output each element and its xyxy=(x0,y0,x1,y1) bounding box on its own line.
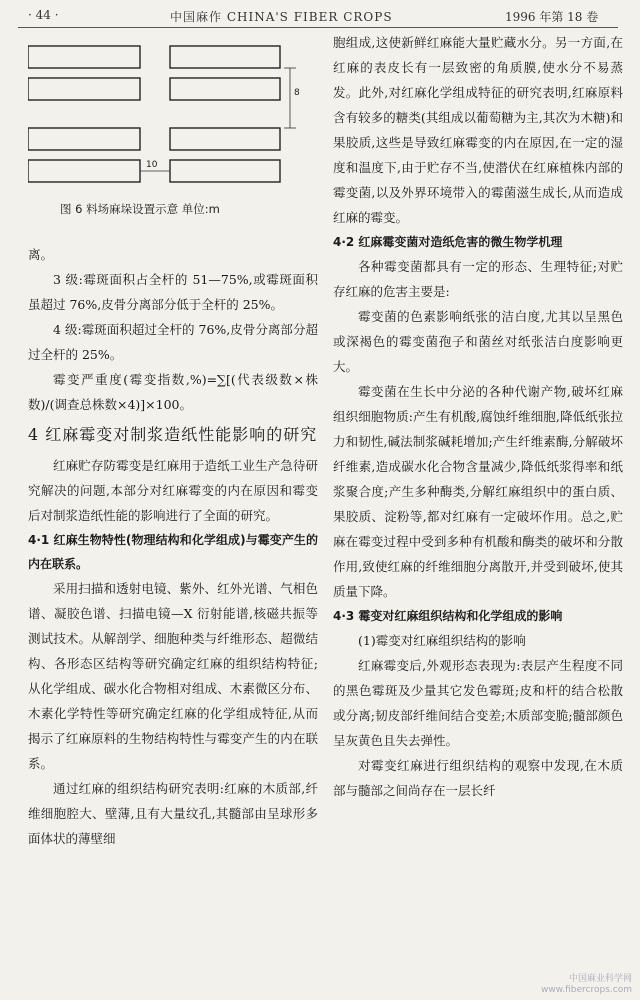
left-column xyxy=(28,30,318,851)
figure-caption: 图 6 料场麻垛设置示意 单位:m xyxy=(60,202,220,216)
subsection-4-1-title: 4·1 红麻生物特性(物理结构和化学组成)与霉变产生的内在联系。 xyxy=(28,533,318,571)
journal-title: 中国麻作 CHINA'S FIBER CROPS xyxy=(170,10,393,24)
right-paragraph-1: 各种霉变菌都具有一定的形态、生理特征;对贮存红麻的危害主要是: xyxy=(333,259,623,299)
journal-volume: 1996 年第 18 卷 xyxy=(505,10,599,24)
spacing-label-10: 10 xyxy=(146,160,158,170)
page-number: · 44 · xyxy=(28,8,59,22)
right-paragraph-2: 霉变菌的色素影响纸张的洁白度,尤其以呈黑色或深褐色的霉变菌孢子和菌丝对纸张洁白度影响更大。 xyxy=(333,309,623,374)
section-4-intro: 红麻贮存防霉变是红麻用于造纸工业生产急待研究解决的问题,本部分对红麻霉变的内在原因和霉变后对制浆造纸性能的影响进行了全面的研究。 xyxy=(28,458,318,523)
section-4-title: 4 红麻霉变对制浆造纸性能影响的研究 xyxy=(28,425,318,444)
site-watermark xyxy=(541,974,632,996)
page-header xyxy=(0,0,640,26)
watermark-line-2: www.fibercrops.com xyxy=(541,985,632,995)
right-column xyxy=(333,30,623,803)
subsection-4-2-title: 4·2 红麻霉变菌对造纸危害的微生物学机理 xyxy=(333,235,563,249)
right-paragraph-4: (1)霉变对红麻组织结构的影响 xyxy=(358,633,526,648)
watermark-line-1: 中国麻业科学网 xyxy=(568,974,632,984)
header-rule xyxy=(18,27,618,28)
subsection-4-3-title: 4·3 霉变对红麻组织结构和化学组成的影响 xyxy=(333,609,563,623)
severity-formula: 霉变严重度(霉变指数,%)=∑[(代表级数×株数)/(调查总株数×4)]×100。 xyxy=(28,372,318,412)
left-paragraph-grade3: 3 级:霉斑面积占全杆的 51—75%,或霉斑面积虽超过 76%,皮骨分离部分低于全杆的 25%。 xyxy=(28,272,318,312)
left-paragraph-methods: 采用扫描和透射电镜、紫外、红外光谱、气相色谱、凝胶色谱、扫描电镜—X 衍射能谱,核磁共振等测试技术。从解剖学、细胞种类与纤维形态、超微结构、各形态区结构等研究确定红麻的组织结构特征;从化学组成、碳水化合物相对组成、木素微区分布、木素化学特性等研究确定红麻的化学组成特征,从而揭示了红麻原料的生物结构特性与霉变产生的内在联系。 xyxy=(28,581,318,771)
left-paragraph-grade4: 4 级:霉斑面积超过全杆的 76%,皮骨分离部分超过全杆的 25%。 xyxy=(28,322,318,362)
right-paragraph-3: 霉变菌在生长中分泌的各种代谢产物,破坏红麻组织细胞物质:产生有机酸,腐蚀纤维细胞,降低纸张拉力和韧性,碱法制浆碱耗增加;产生纤维素酶,分解破坏纤维素,造成碳水化合物含量减少,降低纸浆得率和纸浆聚合度;产生多种酶类,分解红麻组织中的蛋白质、果胶质、淀粉等,都对红麻有一定破坏作用。总之,贮麻在霉变过程中受到多种有机酸和酶类的破坏和分散作用,致使红麻的纤维细胞分离散开,并受到破坏,使其质量下降。 xyxy=(333,384,623,599)
right-paragraph-6: 对霉变红麻进行组织结构的观察中发现,在木质部与髓部之间尚存在一层长纤 xyxy=(333,758,623,798)
spacing-label-8: 8 xyxy=(294,88,300,98)
right-paragraph-5: 红麻霉变后,外观形态表现为:表层产生程度不同的黑色霉斑及少量其它发色霉斑;皮和杆的结合松散或分离;韧皮部纤维间结合变差;木质部变脆;髓部颜色呈灰黄色且失去弹性。 xyxy=(333,658,623,748)
figure-6 xyxy=(28,30,318,242)
left-paragraph-0: 离。 xyxy=(28,247,54,262)
left-paragraph-structure: 通过红麻的组织结构研究表明:红麻的木质部,纤维细胞腔大、壁薄,且有大量纹孔,其髓部由呈球形多面体状的薄壁细 xyxy=(28,781,318,846)
right-paragraph-0: 胞组成,这使新鲜红麻能大量贮藏水分。另一方面,在红麻的表皮长有一层致密的角质膜,使水分不易蒸发。此外,对红麻化学组成特征的研究表明,红麻原料含有较多的糖类(其组成以葡萄糖为主,其次为木糖)和果胶质,这些是导致红麻霉变的内在原因,在一定的湿度和温度下,由于贮存不当,使潜伏在红麻植株内部的霉变菌,以及外界环境带入的霉菌滋生成长,从而造成红麻的霉变。 xyxy=(333,35,623,225)
